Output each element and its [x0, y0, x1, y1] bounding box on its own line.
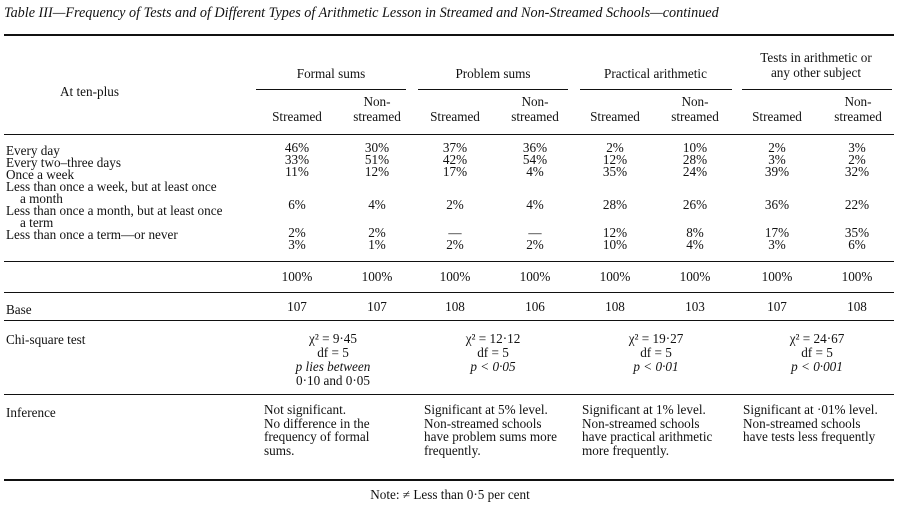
- frequency-cell: 2%: [288, 225, 306, 240]
- totals-rule: [4, 292, 894, 293]
- total-cell: 100%: [761, 269, 793, 284]
- base-cell: 108: [605, 299, 625, 314]
- frequency-cell: 42%: [442, 152, 468, 167]
- frequency-cell: 17%: [764, 225, 790, 240]
- row-label-less-than-week: Less than once a week, but at least once: [6, 179, 217, 194]
- chi-p: p < 0·01: [633, 359, 679, 374]
- subheader-streamed: Streamed: [430, 109, 480, 124]
- frequency-cell: 2%: [768, 140, 786, 155]
- subheader-streamed: Streamed: [590, 109, 640, 124]
- frequency-cell: 28%: [602, 197, 628, 212]
- frequency-cell: 39%: [764, 164, 790, 179]
- group-practical-arithmetic: Practical arithmetic: [604, 66, 707, 81]
- subheader-non-streamed: streamed: [353, 109, 401, 124]
- total-cell: 100%: [519, 269, 551, 284]
- row-label-every-day: Every day: [6, 143, 60, 158]
- row-label-once-a-week: Once a week: [6, 167, 75, 182]
- base-cell: 108: [847, 299, 867, 314]
- frequency-cell: 46%: [284, 140, 310, 155]
- frequency-cell: 37%: [442, 140, 468, 155]
- inference-tests: Significant at ·01% level. Non-streamed schools have tests less frequently: [743, 402, 878, 445]
- frequency-cell: 28%: [682, 152, 708, 167]
- subheader-non-streamed: streamed: [834, 109, 882, 124]
- chi-stat: χ² = 24·67: [789, 331, 845, 346]
- group-tests-line2: any other subject: [770, 65, 862, 80]
- frequency-cell: 36%: [764, 197, 790, 212]
- row-label-less-than-week-cont: a month: [20, 191, 63, 206]
- bottom-rule: [4, 479, 894, 481]
- frequency-cell: 35%: [844, 225, 870, 240]
- total-cell: 100%: [679, 269, 711, 284]
- base-cell: 107: [767, 299, 787, 314]
- group-tests-line1: Tests in arithmetic or: [760, 50, 872, 65]
- frequency-cell: 22%: [844, 197, 870, 212]
- frequency-cell: 32%: [844, 164, 870, 179]
- row-label-less-than-term: Less than once a term—or never: [6, 227, 178, 242]
- frequency-cell: 17%: [442, 164, 468, 179]
- frequency-cell: 2%: [446, 237, 464, 252]
- frequency-cell: 2%: [848, 152, 866, 167]
- base-cell: 106: [525, 299, 545, 314]
- header-rule: [4, 134, 894, 135]
- frequency-cell: 51%: [364, 152, 390, 167]
- frequency-cell: 8%: [686, 225, 704, 240]
- frequency-cell: 1%: [368, 237, 386, 252]
- subheader-non-streamed: streamed: [671, 109, 719, 124]
- group-rule-formal: [256, 89, 406, 90]
- frequency-cell: 4%: [686, 237, 704, 252]
- frequency-cell: 3%: [288, 237, 306, 252]
- frequency-cell: 12%: [602, 152, 628, 167]
- chi-stat: χ² = 19·27: [628, 331, 684, 346]
- total-cell: 100%: [439, 269, 471, 284]
- row-label-less-than-month: Less than once a month, but at least once: [6, 203, 223, 218]
- chi-df: df = 5: [640, 345, 672, 360]
- base-rule: [4, 320, 894, 321]
- frequency-cell: 36%: [522, 140, 548, 155]
- chi-df: df = 5: [317, 345, 349, 360]
- frequency-cell: 3%: [848, 140, 866, 155]
- frequency-cell: 26%: [682, 197, 708, 212]
- base-cell: 107: [367, 299, 387, 314]
- subheader-non-streamed: Non-: [844, 94, 872, 109]
- frequency-cell: 12%: [602, 225, 628, 240]
- stub-header: At ten-plus: [60, 84, 119, 99]
- chi-p: p < 0·001: [791, 359, 843, 374]
- subheader-non-streamed: Non-: [363, 94, 391, 109]
- frequency-cell: 4%: [368, 197, 386, 212]
- frequency-cell: 6%: [848, 237, 866, 252]
- total-cell: 100%: [361, 269, 393, 284]
- chi-rule: [4, 394, 894, 395]
- group-rule-tests: [742, 89, 892, 90]
- group-problem-sums: Problem sums: [455, 66, 531, 81]
- frequency-cell: 6%: [288, 197, 306, 212]
- frequency-cell: 24%: [682, 164, 708, 179]
- frequency-cell: —: [528, 225, 542, 240]
- frequency-cell: 10%: [682, 140, 708, 155]
- frequency-cell: 54%: [522, 152, 548, 167]
- frequency-cell: 4%: [526, 197, 544, 212]
- row-label-every-two-three-days: Every two–three days: [6, 155, 121, 170]
- top-rule: [4, 34, 894, 36]
- frequency-cell: 3%: [768, 152, 786, 167]
- frequency-cell: 33%: [284, 152, 310, 167]
- frequency-cell: 12%: [364, 164, 390, 179]
- subheader-non-streamed: Non-: [521, 94, 549, 109]
- group-rule-practical: [580, 89, 732, 90]
- chi-p: 0·10 and 0·05: [296, 373, 370, 388]
- frequency-cell: 2%: [368, 225, 386, 240]
- row-label-less-than-month-cont: a term: [20, 215, 54, 230]
- chi-p: p lies between: [295, 359, 371, 374]
- group-formal-sums: Formal sums: [296, 66, 366, 81]
- chi-square-label: Chi-square test: [6, 332, 86, 347]
- total-cell: 100%: [841, 269, 873, 284]
- chi-df: df = 5: [801, 345, 833, 360]
- total-cell: 100%: [281, 269, 313, 284]
- frequency-cell: 4%: [526, 164, 544, 179]
- frequency-cell: 30%: [364, 140, 390, 155]
- frequency-cell: 11%: [285, 164, 309, 179]
- group-rule-problem: [418, 89, 568, 90]
- inference-label: Inference: [6, 405, 56, 420]
- total-cell: 100%: [599, 269, 631, 284]
- frequency-cell: 35%: [602, 164, 628, 179]
- frequency-cell: 2%: [526, 237, 544, 252]
- frequency-cell: 2%: [606, 140, 624, 155]
- frequency-cell: 2%: [446, 197, 464, 212]
- base-cell: 108: [445, 299, 465, 314]
- subheader-non-streamed: Non-: [681, 94, 709, 109]
- table-caption: Table III—Frequency of Tests and of Different Types of Arithmetic Lesson in Streamed and Non-Streamed Schools—continued: [4, 5, 719, 21]
- frequency-rule: [4, 261, 894, 262]
- chi-df: df = 5: [477, 345, 509, 360]
- inference-practical: Significant at 1% level. Non-streamed schools have practical arithmetic more frequently.: [582, 402, 713, 458]
- inference-problem: Significant at 5% level. Non-streamed schools have problem sums more frequently.: [424, 402, 557, 458]
- subheader-streamed: Streamed: [272, 109, 322, 124]
- base-cell: 107: [287, 299, 307, 314]
- footnote: Note: ≠ Less than 0·5 per cent: [370, 487, 530, 502]
- frequency-cell: 3%: [768, 237, 786, 252]
- base-cell: 103: [685, 299, 705, 314]
- chi-stat: χ² = 12·12: [465, 331, 521, 346]
- frequency-cell: 10%: [602, 237, 628, 252]
- chi-stat: χ² = 9·45: [308, 331, 357, 346]
- frequency-cell: —: [448, 225, 462, 240]
- subheader-non-streamed: streamed: [511, 109, 559, 124]
- chi-p: p < 0·05: [470, 359, 516, 374]
- base-label: Base: [6, 302, 32, 317]
- inference-formal: Not significant. No difference in the frequency of formal sums.: [264, 402, 370, 458]
- subheader-streamed: Streamed: [752, 109, 802, 124]
